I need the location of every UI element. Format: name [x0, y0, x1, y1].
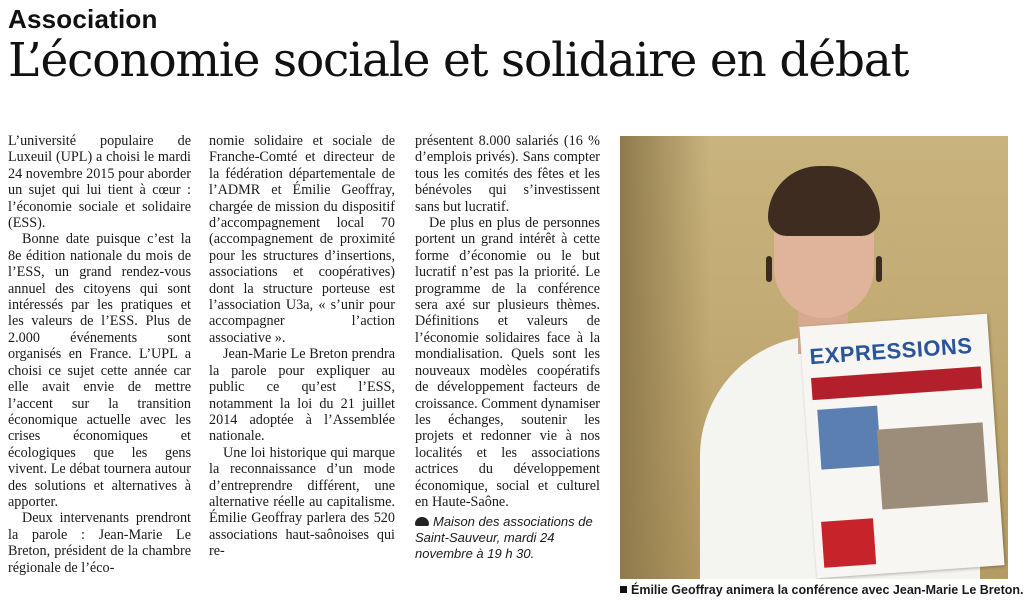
paragraph: L’université populaire de Luxeuil (UPL) a choisi le mardi 24 novembre 2015 pour aborder un sujet qui lui tient à cœur : l’économie sociale et solidaire (ESS).	[8, 133, 191, 232]
article-column-1	[8, 133, 191, 576]
newspaper-title: EXPRESSIONS	[808, 332, 974, 370]
caption-text: Émilie Geoffray animera la conférence avec Jean-Marie Le Breton.	[631, 583, 1024, 597]
practical-info	[415, 514, 600, 562]
article-kicker: Association	[8, 4, 158, 34]
practical-info-text: Maison des associations de Saint-Sauveur, mardi 24 novembre à 19 h 30.	[415, 514, 593, 562]
article-headline: L’économie sociale et solidaire en débat	[8, 33, 909, 88]
paragraph: Une loi historique qui marque la reconnaissance d’un mode d’entreprendre différent, une alternative réelle au capitalisme. Émilie Geoffray parlera des 520 associations haut-saônoises qui re-	[209, 444, 395, 560]
newspaper-held	[799, 314, 1004, 579]
paragraph: Bonne date puisque c’est la 8e édition nationale du mois de l’ESS, un grand rendez-vous annuel des citoyens qui sont intéressés par les pratiques et les valeurs de l’ESS. Plus de 2.000 événements sont organisés en France. L’UPL a choisi ce sujet cette année car elle avait envie de mettre l’accent sur la transition économique actuelle avec les crises économiques et écologiques que les gens vivent. Le débat tournera autour des solutions et alternatives à apporter.	[8, 231, 191, 510]
phone-icon	[415, 517, 429, 526]
photo-caption	[620, 582, 1024, 598]
paragraph: Jean-Marie Le Breton prendra la parole pour expliquer au public ce qu’est l’ESS, notamment la loi du 21 juillet 2014 adoptée à l’Assemblée nationale.	[209, 346, 395, 445]
paragraph: nomie solidaire et sociale de Franche-Comté et directeur de la fédération départementale de l’ADMR et Émilie Geoffray, chargée de mission du dispositif d’accompagnement local 70 (accompagnement de proximité pour les structures d’insertions, associations et coopératives) dont la structure porteuse est l’association U3a, « s’unir pour accompagner l’action associative ».	[209, 133, 395, 346]
paragraph: Deux intervenants prendront la parole : Jean-Marie Le Breton, président de la chambre régionale de l’éco-	[8, 510, 191, 576]
square-bullet-icon	[620, 586, 627, 593]
article-photo	[620, 136, 1008, 579]
paragraph: De plus en plus de personnes portent un grand intérêt à cette forme d’économie ou le but lucratif n’est pas la priorité. Le programme de la conférence sera axé sur plusieurs thèmes. Définitions et valeurs de l’économie solidaires face à la mondialisation. Quels sont les nouveaux modèles coopératifs de développement facteurs de croissance. Comment dynamiser les échanges, soutenir les projets et redonner vie à nos localités et les associations actrices du développement économique, social et culturel en Haute-Saône.	[415, 215, 600, 510]
article-column-2	[209, 133, 395, 560]
article-column-3	[415, 133, 600, 562]
paragraph: présentent 8.000 salariés (16 % d’emplois privés). Sans compter tous les comités des fêtes et les bénévoles qui s’investissent sans but lucratif.	[415, 133, 600, 215]
